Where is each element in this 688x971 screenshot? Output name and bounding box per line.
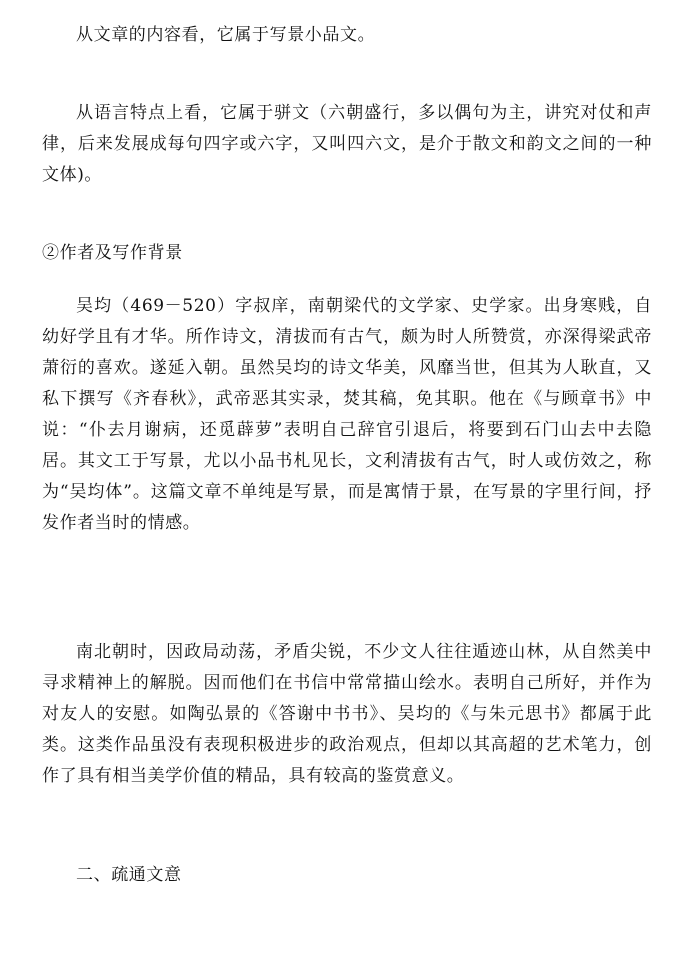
paragraph-genre-content: 从文章的内容看，它属于写景小品文。 bbox=[76, 25, 376, 45]
paragraph-author-bio: 吴均（469－520）字叔庠，南朝梁代的文学家、史学家。出身寒贱，自幼好学且有才华。所作诗文，清拔而有古气，颇为时人所赞赏，亦深得梁武帝萧衍的喜欢。遂延入朝。虽然吴均的诗文华美，风靡当世，但其为人耿直，又私下撰写《齐春秋》，武帝恶其实录，焚其稿，免其职。他在《与顾章书》中说：“仆去月谢病，还觅薜萝”表明自己辞官引退后，将要到石门山去中去隐居。其文工于写景，尤以小品书札见长，文利清拔有古气，时人或仿效之，称为“吴均体”。这篇文章不单纯是写景，而是寓情于景，在写景的字里行间，抒发作者当时的情感。 bbox=[42, 296, 652, 533]
section-heading-author-background: ②作者及写作背景 bbox=[42, 243, 183, 263]
paragraph-historical-context: 南北朝时，因政局动荡，矛盾尖锐，不少文人往往遁迹山林，从自然美中寻求精神上的解脱。因而他们在书信中常常描山绘水。表明自己所好，并作为对友人的安慰。如陶弘景的《答谢中书书》、吴均的《与朱元思书》都属于此类。这类作品虽没有表现积极进步的政治观点，但却以其高超的艺术笔力，创作了具有相当美学价值的精品，具有较高的鉴赏意义。 bbox=[42, 642, 652, 786]
section-heading-text-meaning: 二、疏通文意 bbox=[76, 865, 182, 885]
paragraph-genre-language: 从语言特点上看，它属于骈文（六朝盛行，多以偶句为主，讲究对仗和声律，后来发展成每句四字或六字，又叫四六文，是介于散文和韵文之间的一种文体)。 bbox=[42, 103, 652, 185]
